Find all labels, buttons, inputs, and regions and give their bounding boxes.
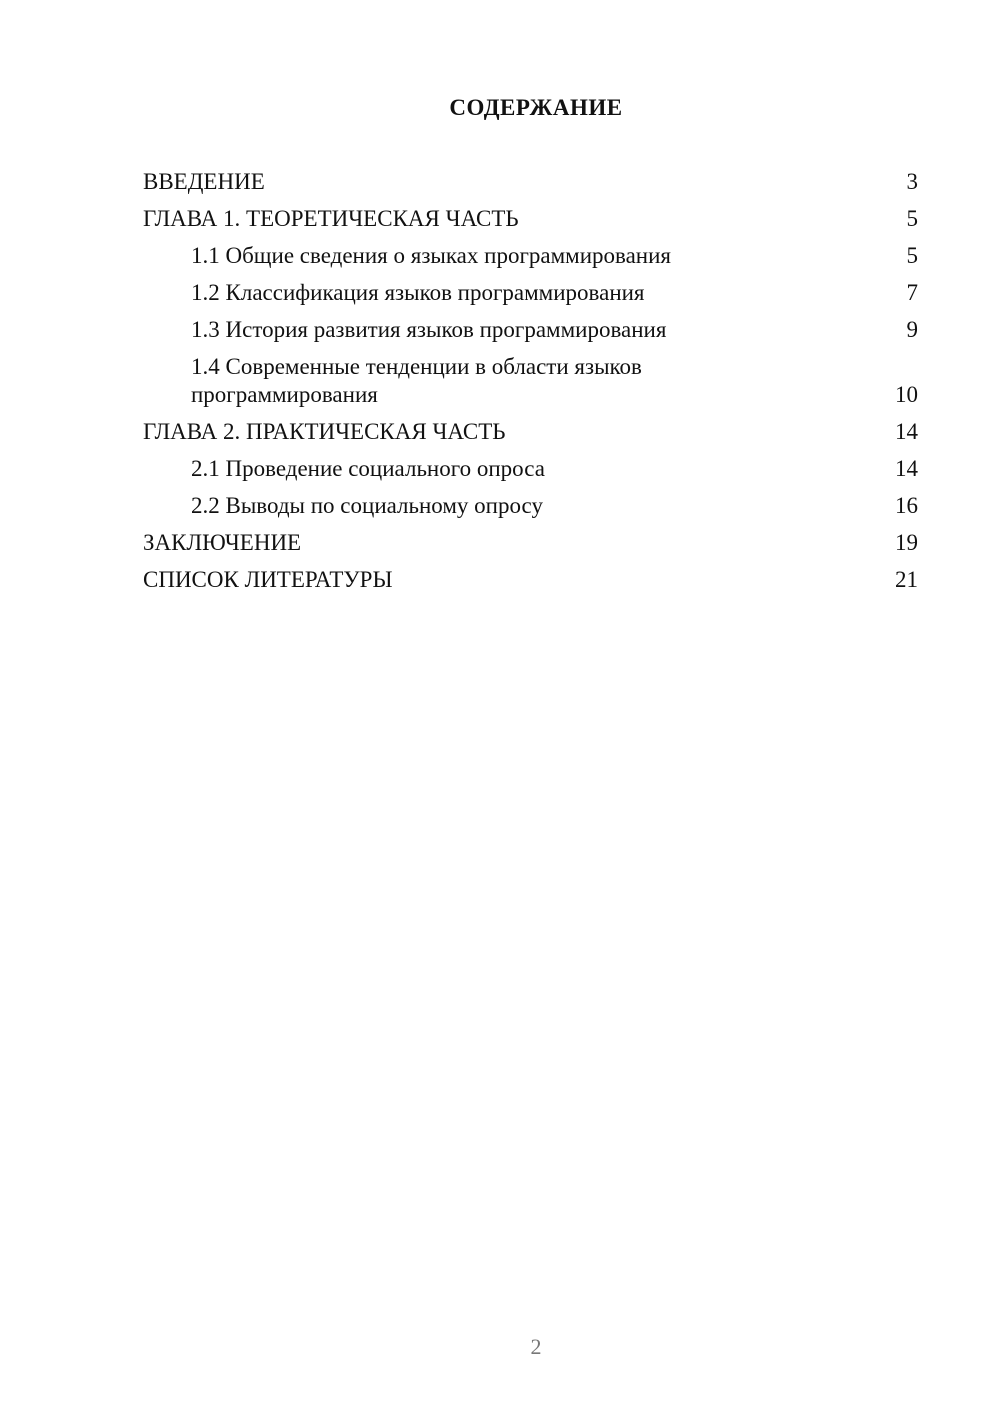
toc-entry[interactable] xyxy=(143,205,918,233)
toc-entry[interactable] xyxy=(143,353,918,409)
toc-entry-label: ГЛАВА 1. ТЕОРЕТИЧЕСКАЯ ЧАСТЬ xyxy=(143,206,519,231)
toc-entry-page: 21 xyxy=(895,567,918,592)
toc-entry[interactable] xyxy=(143,492,918,520)
toc-entry-page: 19 xyxy=(895,530,918,555)
toc-entry[interactable] xyxy=(143,455,918,483)
toc-entry-page: 14 xyxy=(895,456,918,481)
toc-entry-page: 7 xyxy=(906,280,918,305)
toc-entry-label: 2.2 Выводы по социальному опросу xyxy=(191,493,543,518)
toc-entry[interactable] xyxy=(143,418,918,446)
toc-entry[interactable] xyxy=(143,529,918,557)
toc-entry-page: 10 xyxy=(895,382,918,407)
toc-entry-label: ВВЕДЕНИЕ xyxy=(143,169,265,194)
toc-entry[interactable] xyxy=(143,242,918,270)
table-of-contents xyxy=(143,168,918,594)
toc-entry-label: 2.1 Проведение социального опроса xyxy=(191,456,545,481)
toc-entry-page: 16 xyxy=(895,493,918,518)
toc-entry-label: СПИСОК ЛИТЕРАТУРЫ xyxy=(143,567,393,592)
toc-entry[interactable] xyxy=(143,566,918,594)
toc-entry[interactable] xyxy=(143,279,918,307)
page-title: СОДЕРЖАНИЕ xyxy=(449,95,623,120)
toc-entry-label: 1.4 Современные тенденции в области языков программирования xyxy=(191,354,642,407)
toc-entry-page: 5 xyxy=(906,206,918,231)
toc-entry[interactable] xyxy=(143,168,918,196)
toc-entry[interactable] xyxy=(143,316,918,344)
toc-entry-label: 1.2 Классификация языков программирования xyxy=(191,280,645,305)
toc-entry-page: 3 xyxy=(906,169,918,194)
toc-entry-page: 5 xyxy=(906,243,918,268)
toc-entry-page: 9 xyxy=(906,317,918,342)
toc-entry-label: 1.3 История развития языков программирования xyxy=(191,317,667,342)
toc-entry-page: 14 xyxy=(895,419,918,444)
page-number: 2 xyxy=(530,1334,542,1359)
toc-entry-label: 1.1 Общие сведения о языках программирования xyxy=(191,243,671,268)
toc-entry-label: ГЛАВА 2. ПРАКТИЧЕСКАЯ ЧАСТЬ xyxy=(143,419,506,444)
toc-entry-label: ЗАКЛЮЧЕНИЕ xyxy=(143,530,302,555)
